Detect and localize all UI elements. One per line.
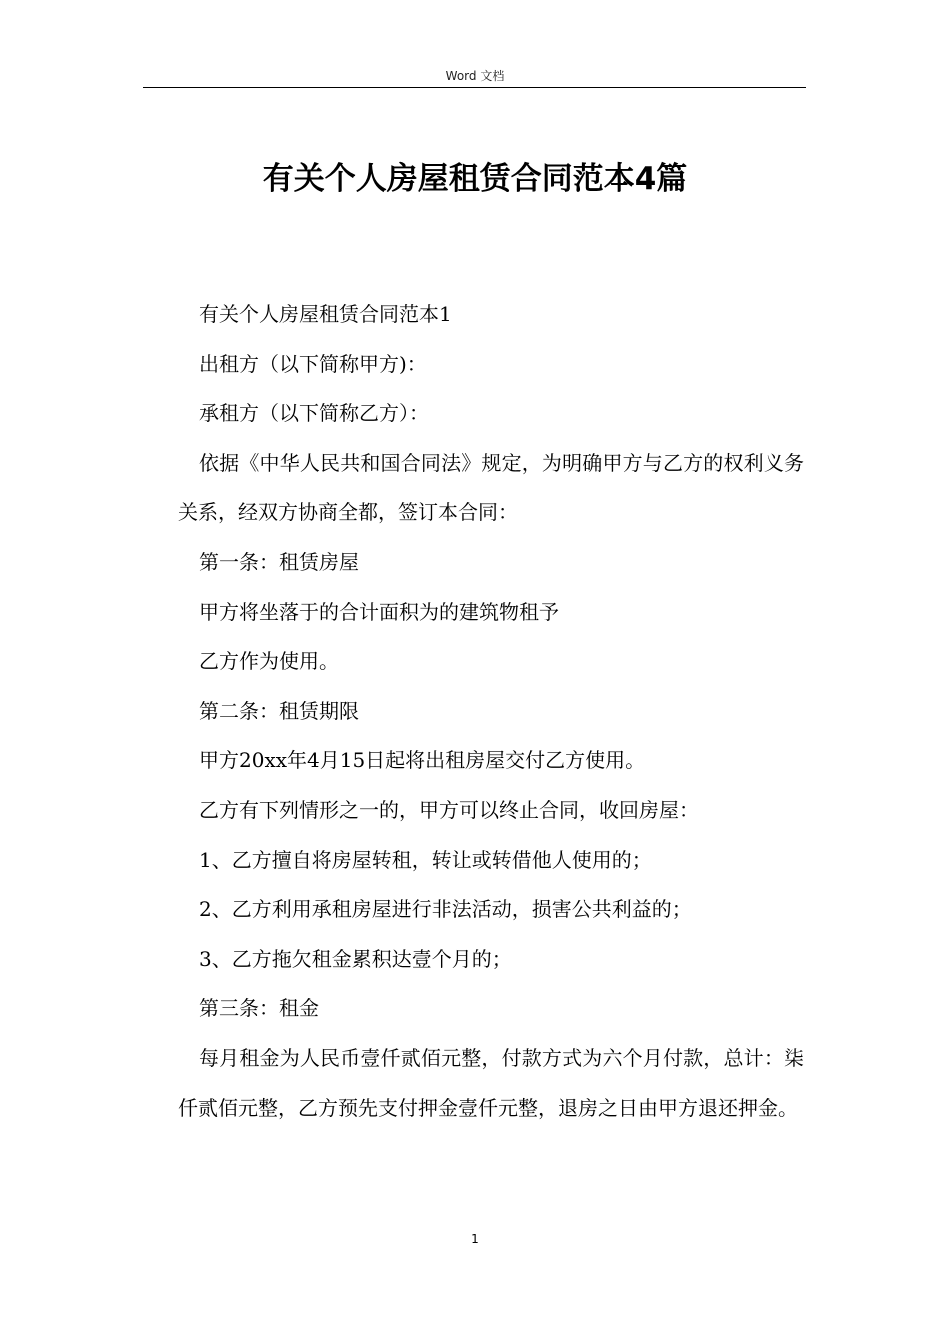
article-1-text: 甲方将坐落于的合计面积为的建筑物租予	[199, 599, 559, 624]
termination-conditions-intro: 乙方有下列情形之一的，甲方可以终止合同，收回房屋：	[199, 797, 699, 822]
lessee-line: 承租方（以下简称乙方）：	[199, 401, 429, 426]
page-number: 1	[471, 1232, 479, 1246]
termination-condition-2: 2、乙方利用承租房屋进行非法活动，损害公共利益的；	[199, 897, 692, 922]
termination-condition-3: 3、乙方拖欠租金累积达壹个月的；	[199, 946, 512, 971]
article-2-text: 甲方20xx年4月15日起将出租房屋交付乙方使用。	[199, 748, 646, 773]
article-1-text-continued: 乙方作为使用。	[199, 649, 339, 674]
article-3-text: 每月租金为人民币壹仟贰佰元整，付款方式为六个月付款，总计：柒仟贰佰元整，乙方预先支付押金壹仟元整，退房之日由甲方退还押金。	[178, 1045, 804, 1120]
document-body	[178, 290, 804, 1133]
section-heading-contract-1: 有关个人房屋租赁合同范本1	[199, 302, 452, 326]
lessor-line: 出租方（以下简称甲方)：	[199, 351, 427, 376]
termination-condition-1: 1、乙方擅自将房屋转租，转让或转借他人使用的；	[199, 847, 652, 872]
article-3-heading: 第三条：租金	[199, 996, 319, 1021]
article-2-heading: 第二条：租赁期限	[199, 698, 359, 723]
page-header: Word 文档	[445, 69, 505, 83]
document-title: 有关个人房屋租赁合同范本4篇	[262, 161, 688, 197]
header-rule	[143, 87, 806, 88]
preamble-paragraph: 依据《中华人民共和国合同法》规定，为明确甲方与乙方的权利义务关系，经双方协商全都，签订本合同：	[178, 450, 804, 525]
article-1-heading: 第一条：租赁房屋	[199, 549, 359, 574]
